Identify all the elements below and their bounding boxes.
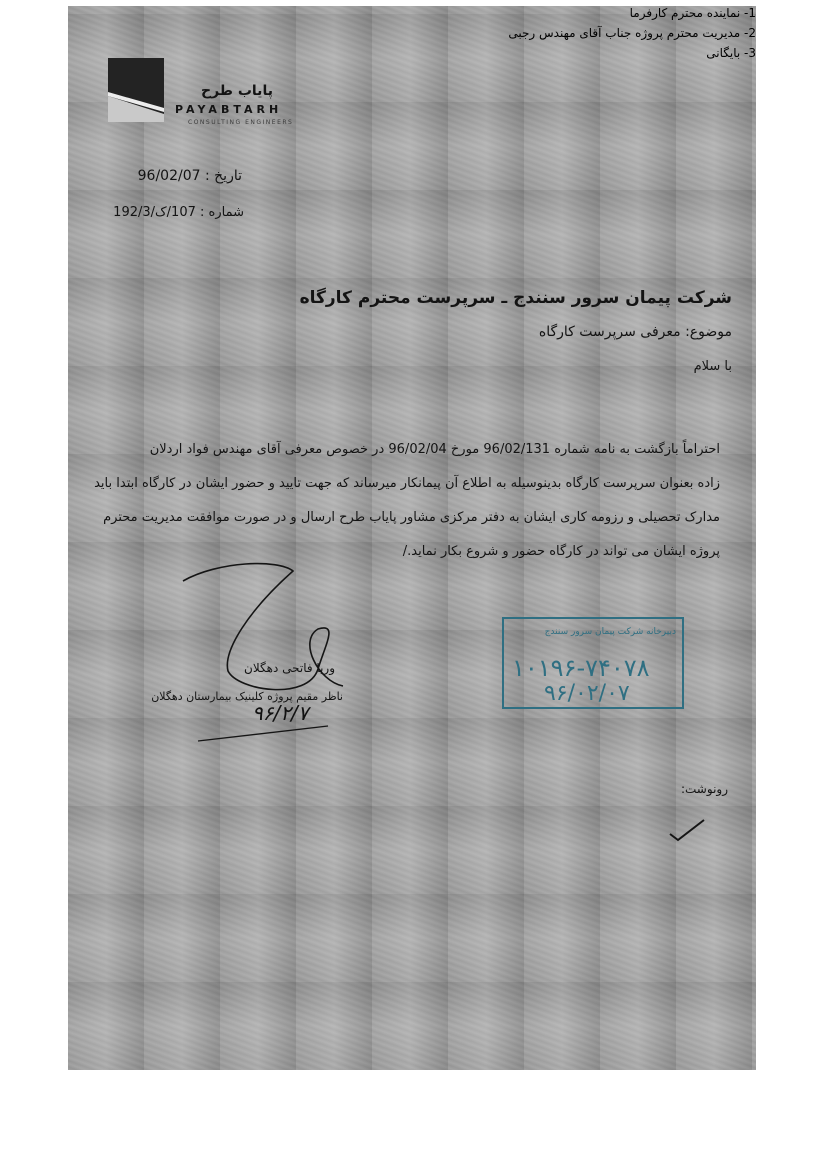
signer-title: ناظر مقیم پروژه کلینیک بیمارستان دهگلان <box>151 690 343 703</box>
body-line: احتراماً بازگشت به نامه شماره 96/02/131 مورخ 96/02/04 در خصوص معرفی آقای مهندس فواد اردلان <box>149 442 720 457</box>
number-line <box>113 205 244 220</box>
company-logo-icon <box>108 58 164 122</box>
brand-name-en: PAYABTARH <box>175 103 283 116</box>
number-value: 107/ک/192/3 <box>113 205 196 220</box>
received-stamp <box>502 617 684 709</box>
checkmark-icon <box>668 816 708 846</box>
recipient-heading: شرکت پیمان سرور سنندج ـ سرپرست محترم کارگاه <box>299 288 732 308</box>
stamp-header: دبیرخانه شرکت پیمان سرور سنندج <box>544 627 676 637</box>
scanned-letter <box>68 6 756 1070</box>
date-label: تاریخ : <box>204 168 242 184</box>
date-line <box>138 168 242 184</box>
cc-item: 1- نماینده محترم کارفرما <box>629 6 756 20</box>
greeting: با سلام <box>693 359 732 374</box>
signer-name: وریا فاتحی دهگلان <box>244 661 335 675</box>
body-line: پروژه ایشان می تواند در کارگاه حضور و شروع بکار نماید./ <box>402 544 720 559</box>
subject-line: موضوع: معرفی سرپرست کارگاه <box>538 324 732 340</box>
brand-subtitle: CONSULTING ENGINEERS <box>188 119 294 126</box>
cc-item: 2- مدیریت محترم پروژه جناب آقای مهندس رجبی <box>508 26 756 40</box>
cc-label: رونوشت: <box>680 782 728 796</box>
brand-name-fa: پایاب طرح <box>201 83 273 99</box>
stamp-number: ۱۰۱۹۶-۷۴۰۷۸ <box>512 654 650 682</box>
body-line: مدارک تحصیلی و رزومه کاری ایشان به دفتر مرکزی مشاور پایاب طرح ارسال و در صورت موافقت مدیریت محترم <box>103 510 720 525</box>
handwritten-date: ۹۶/۲/۷ <box>252 701 309 725</box>
cc-item: 3- بایگانی <box>706 46 756 60</box>
date-value: 96/02/07 <box>137 168 201 184</box>
number-label: شماره : <box>200 205 244 220</box>
body-line: زاده بعنوان سرپرست کارگاه بدینوسیله به اطلاع آن پیمانکار میرساند که جهت تایید و حضور ایشان در کارگاه ابتدا باید <box>94 476 720 491</box>
stamp-date: ۹۶/۰۲/۰۷ <box>544 681 630 706</box>
